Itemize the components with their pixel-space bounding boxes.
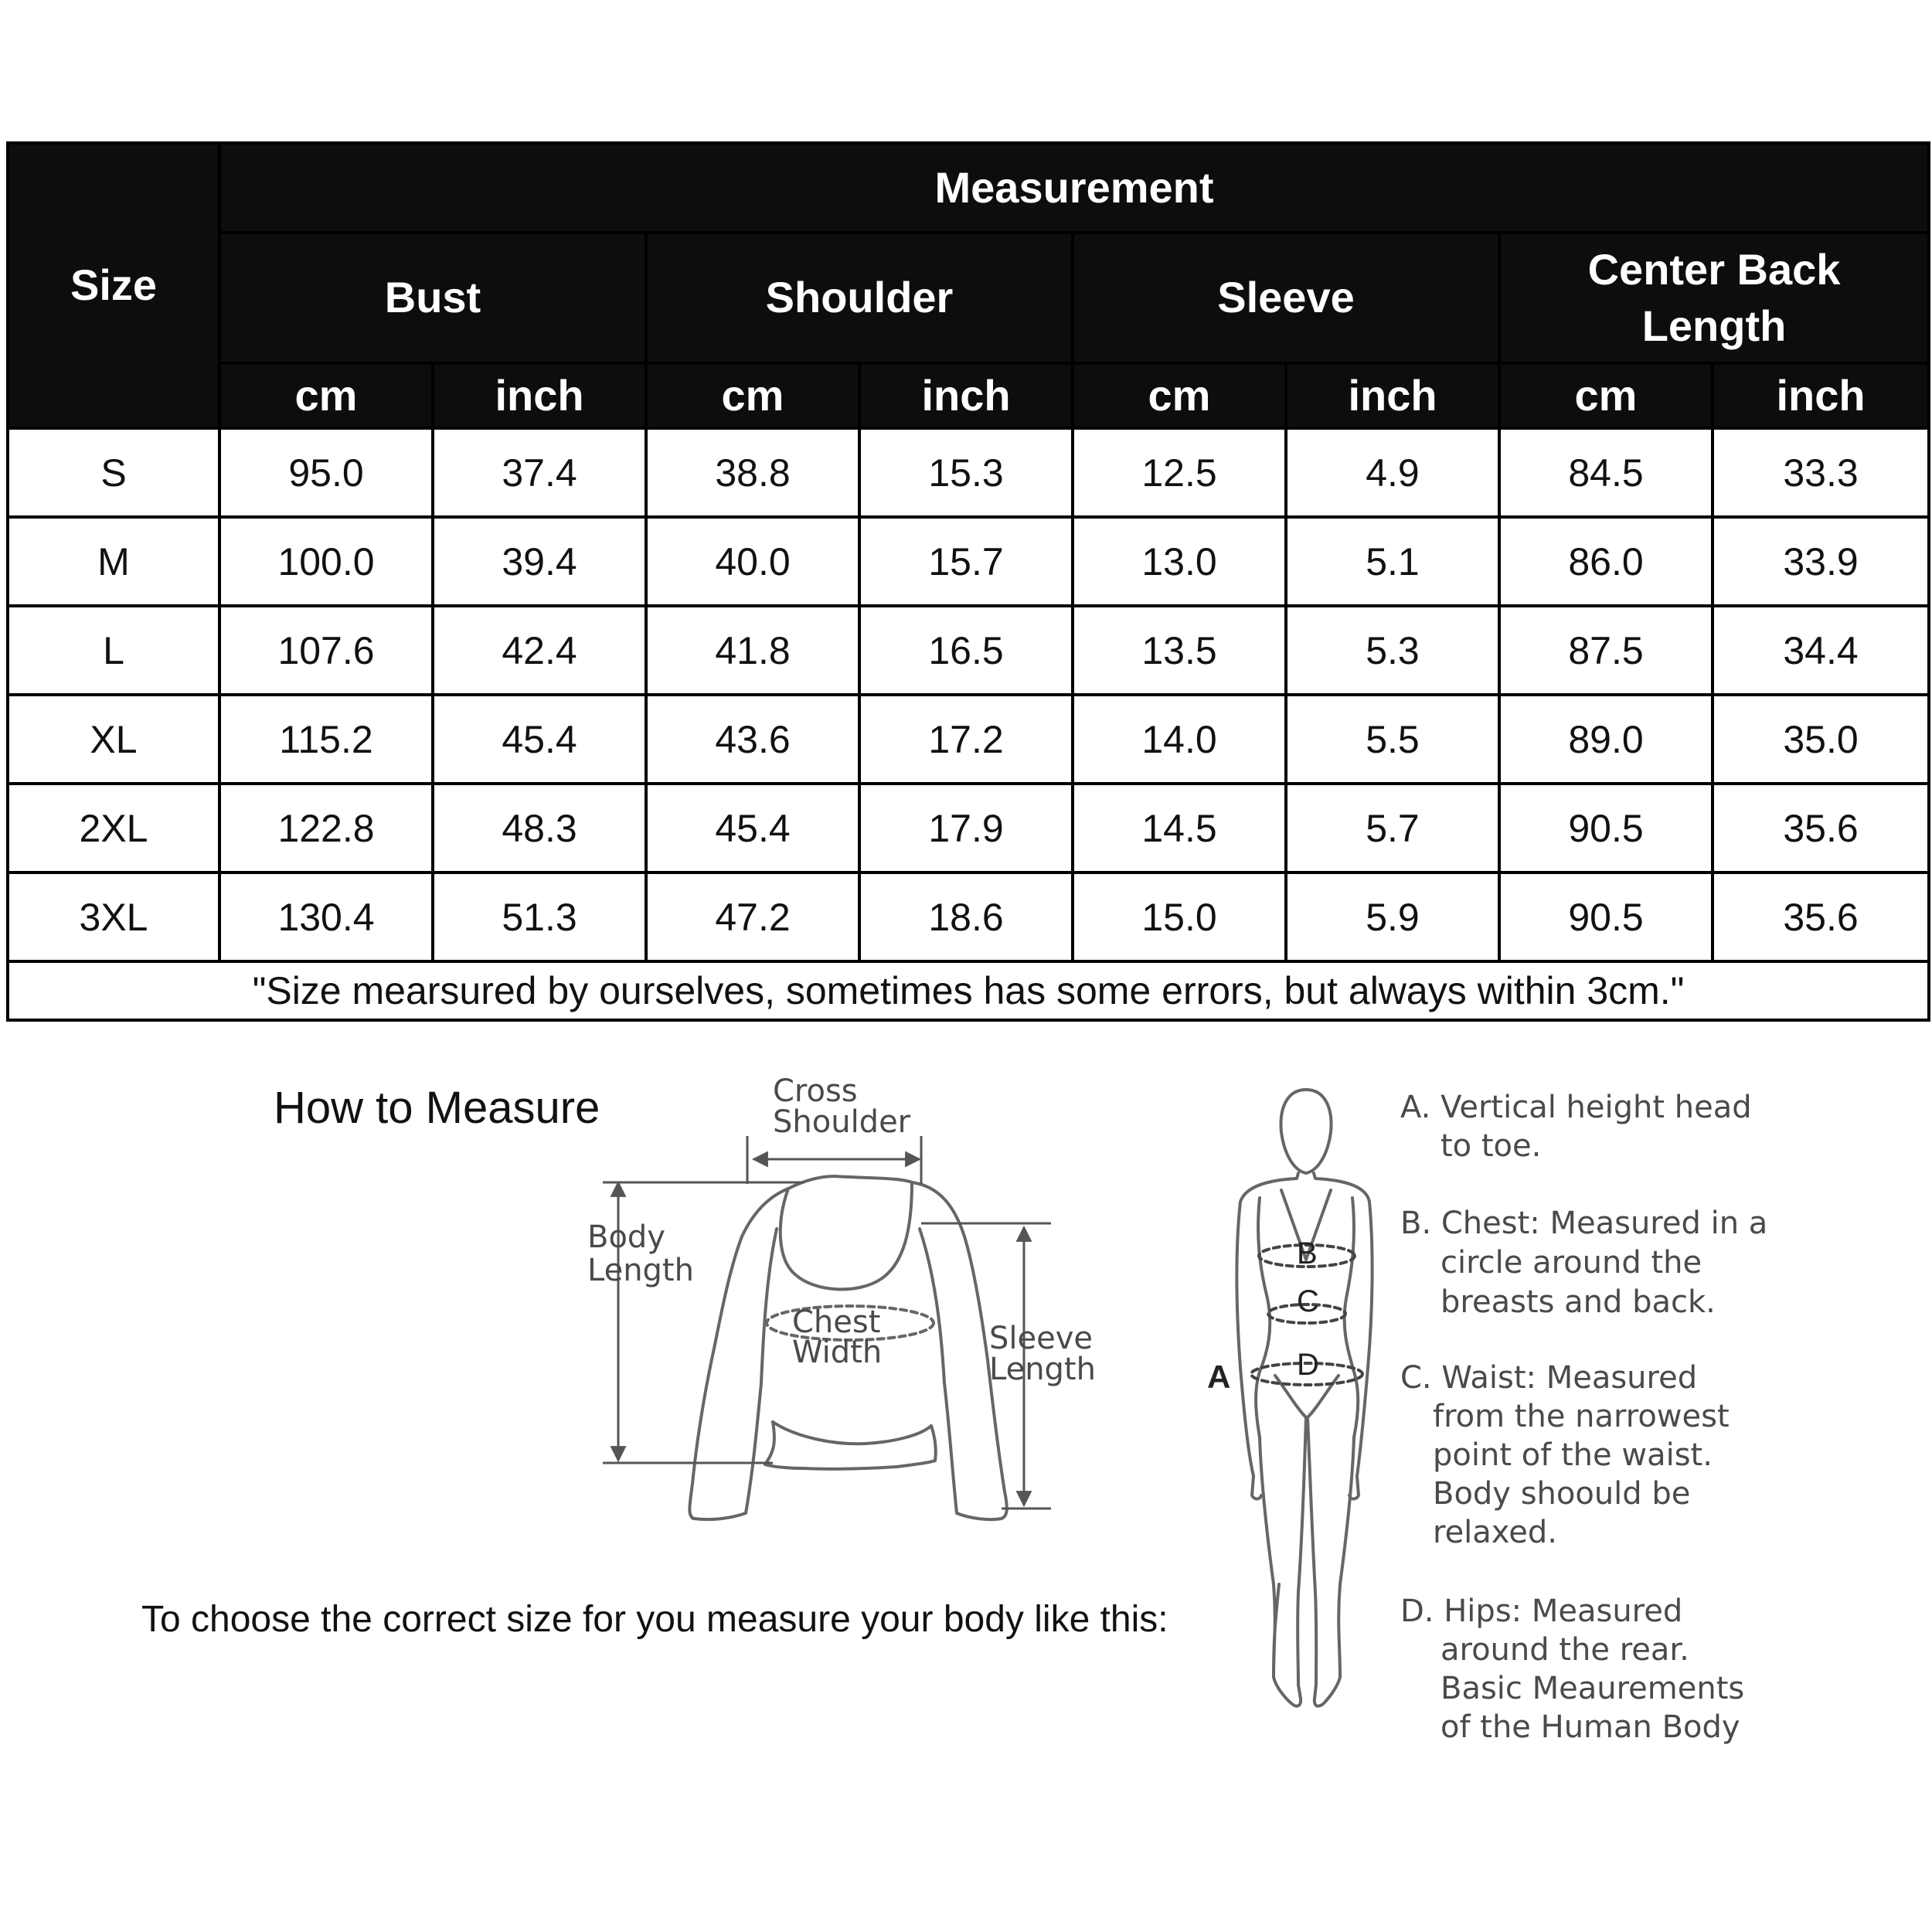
cross-shoulder-label-line: Shoulder <box>773 1104 911 1140</box>
value-cell: 15.7 <box>859 517 1073 606</box>
value-cell: 34.4 <box>1713 606 1929 695</box>
value-cell: 130.4 <box>219 872 433 961</box>
instruction-text: To choose the correct size for you measure your body like this: <box>141 1599 1168 1640</box>
value-cell: 5.7 <box>1286 784 1499 872</box>
value-cell: 5.3 <box>1286 606 1499 695</box>
value-cell: 87.5 <box>1499 606 1713 695</box>
value-cell: 16.5 <box>859 606 1073 695</box>
value-cell: 14.5 <box>1073 784 1286 872</box>
sleeve-length-label-line: Sleeve <box>989 1321 1094 1356</box>
category-bust: Bust <box>219 233 646 363</box>
value-cell: 38.8 <box>646 428 859 517</box>
value-cell: 45.4 <box>433 695 646 784</box>
note-line: point of the waist. <box>1433 1437 1713 1473</box>
value-cell: 18.6 <box>859 872 1073 961</box>
sleeve-length-label-line: Length <box>989 1352 1096 1387</box>
note-b <box>1400 1204 1767 1322</box>
value-cell: 4.9 <box>1286 428 1499 517</box>
value-cell: 13.0 <box>1073 517 1286 606</box>
sleeve-length-label <box>989 1323 1096 1385</box>
note-line: from the narrowest <box>1433 1399 1730 1434</box>
unit-header: inch <box>859 363 1073 428</box>
cross-shoulder-label-line: Cross <box>773 1073 858 1109</box>
note-d <box>1400 1592 1744 1747</box>
note-line: breasts and back. <box>1440 1284 1716 1320</box>
value-cell: 115.2 <box>219 695 433 784</box>
category-center-back-length-label: Center Back Length <box>1587 244 1841 350</box>
value-cell: 5.9 <box>1286 872 1499 961</box>
how-to-measure-title: How to Measure <box>274 1083 600 1133</box>
size-cell: 3XL <box>8 872 219 961</box>
value-cell: 14.0 <box>1073 695 1286 784</box>
note-line: C. Waist: Measured <box>1400 1360 1698 1396</box>
value-cell: 89.0 <box>1499 695 1713 784</box>
size-header: Size <box>8 143 219 428</box>
unit-header: cm <box>1073 363 1286 428</box>
category-sleeve: Sleeve <box>1073 233 1499 363</box>
value-cell: 90.5 <box>1499 784 1713 872</box>
body-length-label <box>587 1221 694 1287</box>
size-cell: L <box>8 606 219 695</box>
value-cell: 43.6 <box>646 695 859 784</box>
note-line: to toe. <box>1440 1128 1542 1164</box>
value-cell: 47.2 <box>646 872 859 961</box>
chest-width-label-line: Chest <box>792 1304 881 1340</box>
size-cell: M <box>8 517 219 606</box>
unit-header: inch <box>1713 363 1929 428</box>
value-cell: 13.5 <box>1073 606 1286 695</box>
cross-shoulder-label <box>773 1073 911 1140</box>
value-cell: 35.6 <box>1713 784 1929 872</box>
note-line: of the Human Body <box>1440 1709 1740 1745</box>
size-cell: S <box>8 428 219 517</box>
unit-header: cm <box>219 363 433 428</box>
size-cell: XL <box>8 695 219 784</box>
body-mark-c: C <box>1297 1284 1319 1318</box>
body-mark-d: D <box>1297 1348 1319 1382</box>
category-shoulder: Shoulder <box>646 233 1073 363</box>
unit-header: cm <box>1499 363 1713 428</box>
value-cell: 95.0 <box>219 428 433 517</box>
value-cell: 15.0 <box>1073 872 1286 961</box>
value-cell: 40.0 <box>646 517 859 606</box>
value-cell: 5.5 <box>1286 695 1499 784</box>
value-cell: 17.9 <box>859 784 1073 872</box>
value-cell: 107.6 <box>219 606 433 695</box>
value-cell: 39.4 <box>433 517 646 606</box>
value-cell: 84.5 <box>1499 428 1713 517</box>
body-length-label-line: Length <box>587 1253 694 1288</box>
value-cell: 37.4 <box>433 428 646 517</box>
body-length-label-line: Body <box>587 1219 665 1255</box>
value-cell: 42.4 <box>433 606 646 695</box>
note-line: Basic Meaurements <box>1440 1671 1745 1706</box>
unit-header: inch <box>1286 363 1499 428</box>
value-cell: 51.3 <box>433 872 646 961</box>
value-cell: 86.0 <box>1499 517 1713 606</box>
value-cell: 17.2 <box>859 695 1073 784</box>
note-line: relaxed. <box>1433 1515 1557 1550</box>
value-cell: 100.0 <box>219 517 433 606</box>
value-cell: 5.1 <box>1286 517 1499 606</box>
value-cell: 122.8 <box>219 784 433 872</box>
value-cell: 90.5 <box>1499 872 1713 961</box>
measurement-header: Measurement <box>219 143 1929 233</box>
chest-width-label-line: Width <box>792 1335 883 1370</box>
note-a <box>1400 1088 1752 1165</box>
size-cell: 2XL <box>8 784 219 872</box>
value-cell: 12.5 <box>1073 428 1286 517</box>
value-cell: 45.4 <box>646 784 859 872</box>
unit-header: inch <box>433 363 646 428</box>
note-line: circle around the <box>1440 1245 1702 1281</box>
note-line: around the rear. <box>1440 1632 1689 1668</box>
chest-width-label <box>792 1304 883 1370</box>
value-cell: 35.6 <box>1713 872 1929 961</box>
value-cell: 41.8 <box>646 606 859 695</box>
body-mark-b: B <box>1297 1236 1318 1270</box>
note-line: B. Chest: Measured in a <box>1400 1206 1768 1241</box>
value-cell: 33.9 <box>1713 517 1929 606</box>
note-line: D. Hips: Measured <box>1400 1594 1683 1629</box>
size-note: "Size mearsured by ourselves, sometimes has some errors, but always within 3cm." <box>8 961 1929 1020</box>
body-figure-illustration <box>1236 1090 1372 1706</box>
note-line: A. Vertical height head <box>1400 1090 1752 1125</box>
value-cell: 15.3 <box>859 428 1073 517</box>
note-line: Body shoould be <box>1433 1476 1691 1512</box>
value-cell: 48.3 <box>433 784 646 872</box>
body-mark-a: A <box>1207 1359 1231 1395</box>
value-cell: 35.0 <box>1713 695 1929 784</box>
note-c <box>1400 1359 1730 1552</box>
value-cell: 33.3 <box>1713 428 1929 517</box>
unit-header: cm <box>646 363 859 428</box>
